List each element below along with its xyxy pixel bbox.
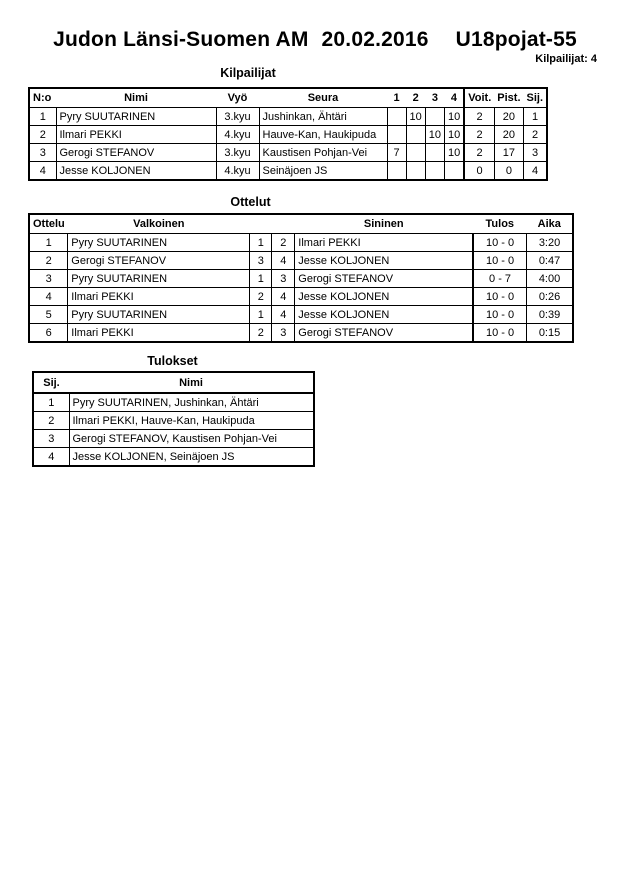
- cell-nimi: Jesse KOLJONEN, Seinäjoen JS: [69, 448, 314, 467]
- cell-aika: 0:47: [527, 252, 573, 270]
- matches-table: [28, 213, 574, 343]
- cell-aika: 4:00: [527, 270, 573, 288]
- match-row: [29, 324, 573, 343]
- cell-sij: 2: [33, 412, 69, 430]
- cell-sij: 3: [524, 144, 548, 162]
- event-name: Judon Länsi-Suomen AM: [53, 28, 309, 51]
- col-header-white-no: [250, 214, 272, 234]
- cell-white-no: 1: [250, 234, 272, 252]
- cell-score-4: 10: [445, 144, 465, 162]
- result-row: [33, 412, 314, 430]
- cell-vyo: 4.kyu: [216, 126, 259, 144]
- cell-match-no: 6: [29, 324, 68, 343]
- cell-score-1: [387, 162, 406, 181]
- cell-tulos: 10 - 0: [473, 234, 527, 252]
- cell-tulos: 0 - 7: [473, 270, 527, 288]
- cell-score-3: [425, 108, 444, 126]
- cell-valkoinen: Pyry SUUTARINEN: [68, 234, 250, 252]
- cell-score-2: [406, 144, 425, 162]
- competitors-heading: Kilpailijat: [220, 66, 276, 80]
- cell-nimi: Pyry SUUTARINEN, Jushinkan, Ähtäri: [69, 393, 314, 412]
- cell-score-4: 10: [445, 108, 465, 126]
- cell-match-no: 5: [29, 306, 68, 324]
- event-category: U18pojat-55: [455, 28, 577, 51]
- cell-tulos: 10 - 0: [473, 324, 527, 343]
- competitors-table: [28, 87, 548, 181]
- cell-score-4: [445, 162, 465, 181]
- cell-valkoinen: Pyry SUUTARINEN: [68, 306, 250, 324]
- col-header-2: 2: [406, 88, 425, 108]
- cell-nimi: Jesse KOLJONEN: [56, 162, 216, 181]
- competitors-header-row: [29, 88, 547, 108]
- col-header-pist: Pist.: [494, 88, 523, 108]
- result-row: [33, 448, 314, 467]
- cell-voit: 2: [464, 144, 494, 162]
- cell-sij: 2: [524, 126, 548, 144]
- cell-valkoinen: Ilmari PEKKI: [68, 288, 250, 306]
- match-row: [29, 288, 573, 306]
- cell-seura: Hauve-Kan, Haukipuda: [259, 126, 387, 144]
- cell-blue-no: 3: [272, 324, 295, 343]
- cell-sij: 4: [524, 162, 548, 181]
- col-header-4: 4: [445, 88, 465, 108]
- cell-white-no: 1: [250, 270, 272, 288]
- cell-score-1: [387, 126, 406, 144]
- cell-sij: 1: [33, 393, 69, 412]
- col-header-vyo: Vyö: [216, 88, 259, 108]
- col-header-nimi: Nimi: [56, 88, 216, 108]
- cell-score-4: 10: [445, 126, 465, 144]
- match-row: [29, 306, 573, 324]
- cell-no: 4: [29, 162, 56, 181]
- cell-nimi: Pyry SUUTARINEN: [56, 108, 216, 126]
- cell-blue-no: 3: [272, 270, 295, 288]
- cell-score-3: [425, 144, 444, 162]
- cell-seura: Kaustisen Pohjan-Vei: [259, 144, 387, 162]
- cell-aika: 0:15: [527, 324, 573, 343]
- cell-no: 2: [29, 126, 56, 144]
- cell-nimi: Ilmari PEKKI: [56, 126, 216, 144]
- matches-header-row: [29, 214, 573, 234]
- cell-aika: 3:20: [527, 234, 573, 252]
- cell-tulos: 10 - 0: [473, 306, 527, 324]
- results-header-row: [33, 372, 314, 393]
- competitor-row: [29, 108, 547, 126]
- cell-score-3: [425, 162, 444, 181]
- cell-pist: 0: [494, 162, 523, 181]
- match-row: [29, 252, 573, 270]
- participants-count: Kilpailijat: 4: [535, 53, 597, 65]
- cell-sininen: Gerogi STEFANOV: [295, 324, 473, 343]
- results-heading: Tulokset: [147, 354, 198, 368]
- cell-sij: 4: [33, 448, 69, 467]
- match-row: [29, 234, 573, 252]
- cell-score-3: 10: [425, 126, 444, 144]
- cell-white-no: 2: [250, 288, 272, 306]
- cell-match-no: 1: [29, 234, 68, 252]
- cell-white-no: 2: [250, 324, 272, 343]
- cell-tulos: 10 - 0: [473, 288, 527, 306]
- cell-vyo: 3.kyu: [216, 108, 259, 126]
- col-header-tulos: Tulos: [473, 214, 527, 234]
- cell-seura: Seinäjoen JS: [259, 162, 387, 181]
- cell-nimi: Ilmari PEKKI, Hauve-Kan, Haukipuda: [69, 412, 314, 430]
- col-header-aika: Aika: [527, 214, 573, 234]
- cell-vyo: 4.kyu: [216, 162, 259, 181]
- cell-score-2: [406, 162, 425, 181]
- cell-sininen: Jesse KOLJONEN: [295, 252, 473, 270]
- cell-white-no: 1: [250, 306, 272, 324]
- cell-valkoinen: Ilmari PEKKI: [68, 324, 250, 343]
- cell-score-2: [406, 126, 425, 144]
- cell-match-no: 3: [29, 270, 68, 288]
- cell-voit: 2: [464, 126, 494, 144]
- cell-aika: 0:26: [527, 288, 573, 306]
- cell-pist: 17: [494, 144, 523, 162]
- cell-sininen: Jesse KOLJONEN: [295, 306, 473, 324]
- col-header-3: 3: [425, 88, 444, 108]
- cell-blue-no: 4: [272, 288, 295, 306]
- cell-valkoinen: Pyry SUUTARINEN: [68, 270, 250, 288]
- col-header-valkoinen: Valkoinen: [68, 214, 250, 234]
- cell-no: 1: [29, 108, 56, 126]
- cell-no: 3: [29, 144, 56, 162]
- cell-sininen: Jesse KOLJONEN: [295, 288, 473, 306]
- col-header-blue-no: [272, 214, 295, 234]
- col-header-1: 1: [387, 88, 406, 108]
- event-date: 20.02.2016: [321, 28, 429, 51]
- cell-tulos: 10 - 0: [473, 252, 527, 270]
- cell-sininen: Gerogi STEFANOV: [295, 270, 473, 288]
- cell-match-no: 2: [29, 252, 68, 270]
- cell-voit: 0: [464, 162, 494, 181]
- cell-voit: 2: [464, 108, 494, 126]
- cell-seura: Jushinkan, Ähtäri: [259, 108, 387, 126]
- cell-valkoinen: Gerogi STEFANOV: [68, 252, 250, 270]
- cell-vyo: 3.kyu: [216, 144, 259, 162]
- match-row: [29, 270, 573, 288]
- page-title: [0, 28, 630, 51]
- cell-blue-no: 2: [272, 234, 295, 252]
- cell-sij: 1: [524, 108, 548, 126]
- cell-pist: 20: [494, 126, 523, 144]
- cell-white-no: 3: [250, 252, 272, 270]
- cell-sininen: Ilmari PEKKI: [295, 234, 473, 252]
- cell-score-1: [387, 108, 406, 126]
- col-header-seura: Seura: [259, 88, 387, 108]
- cell-score-1: 7: [387, 144, 406, 162]
- cell-blue-no: 4: [272, 306, 295, 324]
- results-table: [32, 371, 315, 467]
- col-header-sij: Sij.: [524, 88, 548, 108]
- competitor-row: [29, 144, 547, 162]
- cell-aika: 0:39: [527, 306, 573, 324]
- matches-heading: Ottelut: [230, 195, 271, 209]
- col-header-sininen: Sininen: [295, 214, 473, 234]
- cell-nimi: Gerogi STEFANOV, Kaustisen Pohjan-Vei: [69, 430, 314, 448]
- col-header-no: N:o: [29, 88, 56, 108]
- col-header-ottelu: Ottelu: [29, 214, 68, 234]
- result-row: [33, 393, 314, 412]
- cell-nimi: Gerogi STEFANOV: [56, 144, 216, 162]
- competitor-row: [29, 162, 547, 181]
- cell-score-2: 10: [406, 108, 425, 126]
- col-header-voit: Voit.: [464, 88, 494, 108]
- col-header-nimi: Nimi: [69, 372, 314, 393]
- cell-pist: 20: [494, 108, 523, 126]
- col-header-sij: Sij.: [33, 372, 69, 393]
- cell-match-no: 4: [29, 288, 68, 306]
- result-row: [33, 430, 314, 448]
- cell-sij: 3: [33, 430, 69, 448]
- cell-blue-no: 4: [272, 252, 295, 270]
- competitor-row: [29, 126, 547, 144]
